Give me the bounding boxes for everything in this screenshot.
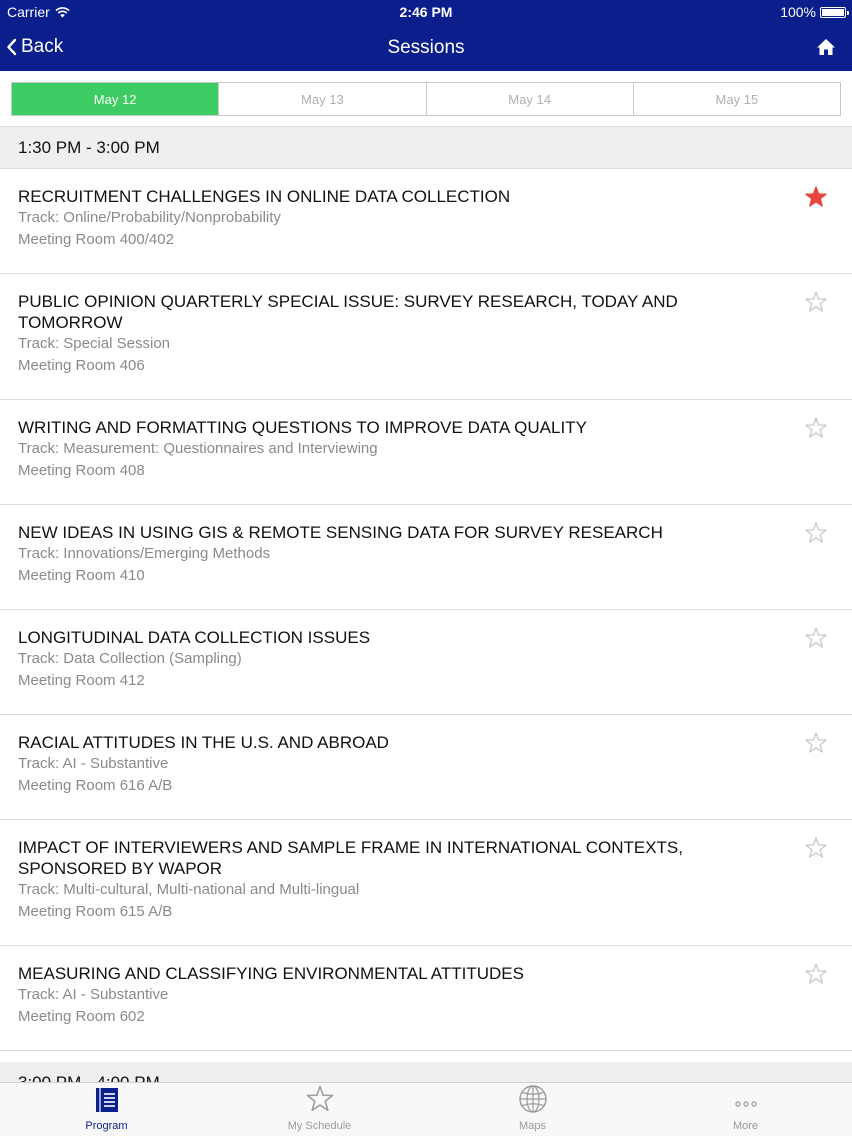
session-room: Meeting Room 408 [18,462,145,479]
tab-my-schedule[interactable] [213,1083,426,1136]
tab-label: More [732,1120,759,1132]
session-title: WRITING AND FORMATTING QUESTIONS TO IMPROVE DATA QUALITY [18,418,587,437]
session-track: Track: Online/Probability/Nonprobability [18,209,281,226]
tab-label: My Schedule [287,1120,352,1132]
session-title: NEW IDEAS IN USING GIS & REMOTE SENSING DATA FOR SURVEY RESEARCH [18,523,663,542]
session-room: Meeting Room 410 [18,567,145,584]
back-label: Back [21,36,64,57]
more-dots-icon [731,1094,761,1120]
tab-label: Program [85,1120,128,1132]
session-title: IMPACT OF INTERVIEWERS AND SAMPLE FRAME IN INTERNATIONAL CONTEXTS, SPONSORED BY WAPOR [18,838,683,878]
session-row[interactable] [0,820,852,946]
star-icon [305,1084,335,1120]
star-outline-icon[interactable] [804,416,828,440]
session-room: Meeting Room 602 [18,1008,145,1025]
book-icon [93,1086,121,1120]
session-title: MEASURING AND CLASSIFYING ENVIRONMENTAL ATTITUDES [18,964,524,983]
page-title: Sessions [387,37,465,58]
session-room: Meeting Room 616 A/B [18,777,173,794]
session-track: Track: Special Session [18,335,171,352]
nav-bar [0,24,852,71]
time-section-header: 1:30 PM - 3:00 PM [0,127,852,169]
date-tab[interactable]: May 13 [218,83,425,115]
session-track: Track: AI - Substantive [18,986,169,1003]
battery-percent: 100% [780,4,816,20]
session-room: Meeting Room 406 [18,357,145,374]
star-outline-icon[interactable] [804,962,828,986]
session-row[interactable] [0,505,852,610]
session-row[interactable] [0,274,852,400]
session-row[interactable] [0,169,852,274]
date-tab[interactable]: May 12 [12,83,218,115]
session-room: Meeting Room 412 [18,672,145,689]
tab-bar [0,1082,852,1136]
carrier-label: Carrier [7,4,50,20]
session-title: RACIAL ATTITUDES IN THE U.S. AND ABROAD [18,733,389,752]
star-outline-icon[interactable] [804,290,828,314]
session-title: LONGITUDINAL DATA COLLECTION ISSUES [18,628,371,647]
date-selector-bar [0,71,852,127]
session-track: Track: AI - Substantive [18,755,169,772]
session-list [0,169,852,1051]
session-track: Track: Data Collection (Sampling) [18,650,242,667]
session-track: Track: Multi-cultural, Multi-national and Multi-lingual [18,881,360,898]
date-segmented-control [11,82,841,116]
battery-indicator [780,4,846,20]
session-row[interactable] [0,610,852,715]
battery-icon [820,7,846,18]
session-row[interactable] [0,715,852,820]
date-tab[interactable]: May 15 [633,83,840,115]
tab-more[interactable] [639,1083,852,1136]
tab-maps[interactable] [426,1083,639,1136]
session-track: Track: Innovations/Emerging Methods [18,545,271,562]
tab-program[interactable] [0,1083,213,1136]
star-outline-icon[interactable] [804,626,828,650]
star-filled-icon[interactable] [804,185,828,209]
globe-icon [518,1084,548,1120]
status-bar [0,0,852,24]
home-icon[interactable] [816,37,836,57]
navigation-bar [0,0,852,71]
session-title: PUBLIC OPINION QUARTERLY SPECIAL ISSUE: SURVEY RESEARCH, TODAY AND TOMORROW [18,292,678,332]
session-row[interactable] [0,946,852,1051]
session-title: RECRUITMENT CHALLENGES IN ONLINE DATA COLLECTION [18,187,511,206]
tab-label: Maps [519,1120,546,1132]
session-room: Meeting Room 400/402 [18,231,174,248]
session-track: Track: Measurement: Questionnaires and Interviewing [18,440,378,457]
session-row[interactable] [0,400,852,505]
clock: 2:46 PM [399,4,453,20]
star-outline-icon[interactable] [804,836,828,860]
star-outline-icon[interactable] [804,521,828,545]
date-tab[interactable]: May 14 [426,83,633,115]
session-room: Meeting Room 615 A/B [18,903,173,920]
star-outline-icon[interactable] [804,731,828,755]
